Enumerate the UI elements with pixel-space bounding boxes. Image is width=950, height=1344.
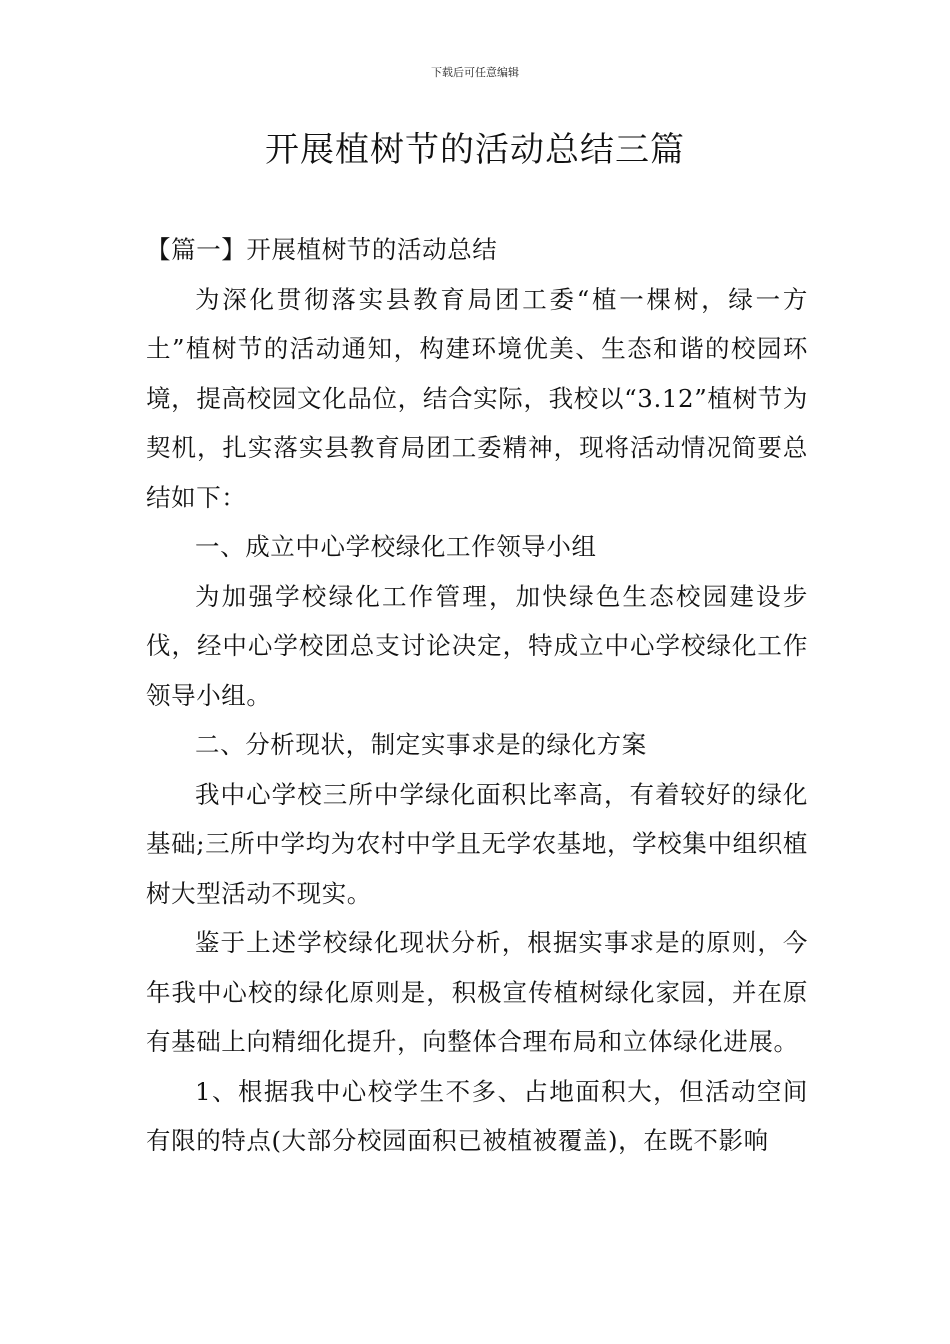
heading-leadership-group: 一、成立中心学校绿化工作领导小组 [195, 532, 597, 561]
paragraph-leadership-group: 为加强学校绿化工作管理，加快绿色生态校园建设步伐，经中心学校团总支讨论决定，特成立中心学校绿化工作领导小组。 [146, 581, 808, 710]
document-body [146, 225, 808, 1166]
header-note: 下载后可任意编辑 [431, 66, 519, 79]
paragraph-item-1: 1、根据我中心校学生不多、占地面积大，但活动空间有限的特点(大部分校园面积已被植被覆盖)，在既不影响 [146, 1076, 808, 1155]
heading-analysis: 二、分析现状，制定实事求是的绿化方案 [195, 730, 647, 759]
paragraph-intro: 为深化贯彻落实县教育局团工委“植一棵树，绿一方土”植树节的活动通知，构建环境优美、生态和谐的校园环境，提高校园文化品位，结合实际，我校以“3.12”植树节为契机，扎实落实县教育局团工委精神，现将活动情况简要总结如下： [146, 284, 808, 512]
paragraph-principle: 鉴于上述学校绿化现状分析，根据实事求是的原则，今年我中心校的绿化原则是，积极宣传植树绿化家园，并在原有基础上向精细化提升，向整体合理布局和立体绿化进展。 [146, 928, 808, 1056]
paragraph-analysis: 我中心学校三所中学绿化面积比率高，有着较好的绿化基础;三所中学均为农村中学且无学农基地，学校集中组织植树大型活动不现实。 [146, 779, 808, 908]
section-label: 【篇一】开展植树节的活动总结 [146, 235, 498, 264]
document-title: 开展植树节的活动总结三篇 [265, 130, 685, 170]
